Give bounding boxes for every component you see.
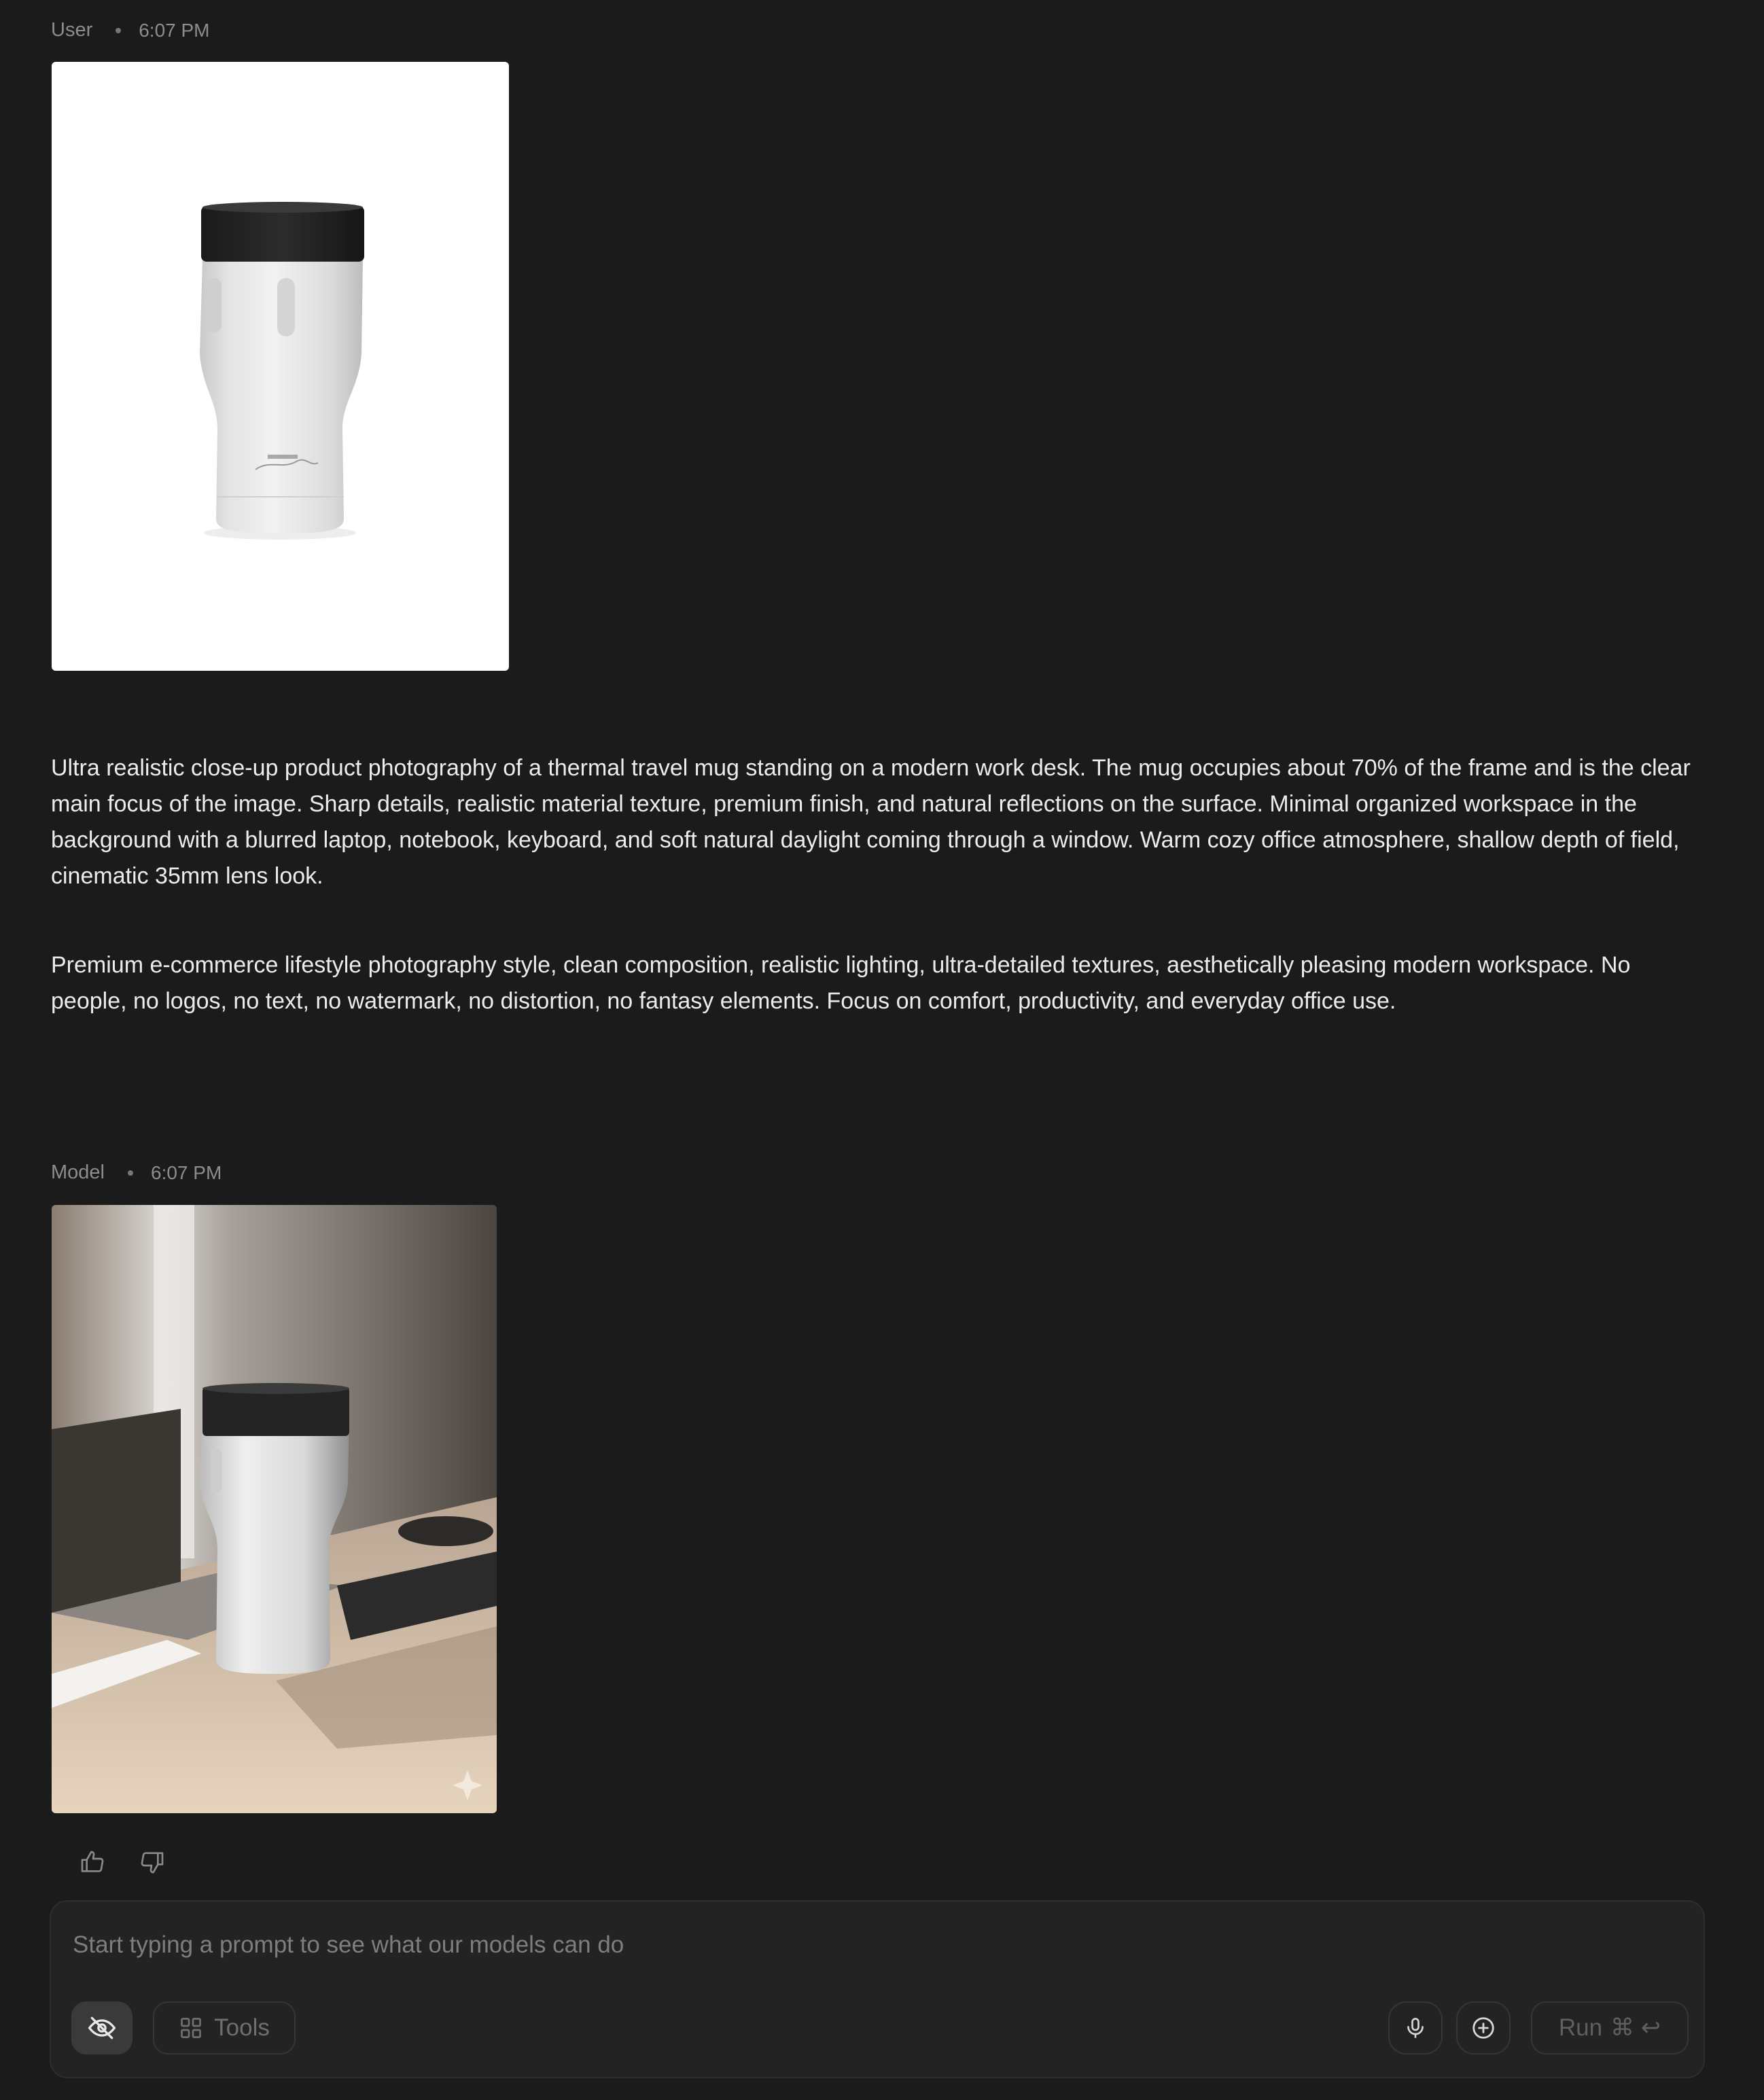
run-shortcut: ⌘ ↩ <box>1610 2014 1661 2041</box>
microphone-button[interactable] <box>1388 2001 1443 2054</box>
role-label: Model <box>51 1161 105 1183</box>
add-media-button[interactable] <box>1456 2001 1511 2054</box>
prompt-input[interactable] <box>71 1927 1637 1963</box>
tools-grid-icon <box>179 2016 203 2040</box>
timestamp: 6:07 PM <box>139 19 210 41</box>
user-prompt-paragraph-1: Ultra realistic close-up product photography of a thermal travel mug standing on a modern work desk. The mug occupies about 70% of the frame and is the clear main focus of the image. Sharp details, realistic material texture, premium finish, and natural reflections on the surface. Minimal organized workspace in the background with a blurred laptop, notebook, keyboard, and soft natural daylight coming through a window. Warm cozy office atmosphere, shallow depth of field, cinematic 35mm lens look. <box>51 755 1691 889</box>
user-turn-header <box>51 19 210 41</box>
mic-icon <box>1403 2016 1428 2040</box>
hide-toggle-button[interactable] <box>71 2001 133 2054</box>
model-generated-image[interactable] <box>52 1205 497 1813</box>
eye-off-icon <box>87 2013 117 2043</box>
user-uploaded-image[interactable] <box>52 62 509 671</box>
prompt-composer <box>50 1900 1705 2078</box>
add-circle-icon <box>1470 2015 1496 2041</box>
thumbs-down-icon <box>139 1849 166 1876</box>
thumbs-down-button[interactable] <box>136 1846 169 1878</box>
run-label: Run <box>1558 2014 1603 2041</box>
thumbs-up-button[interactable] <box>76 1846 109 1878</box>
timestamp: 6:07 PM <box>151 1161 222 1183</box>
mug-on-desk-photo <box>52 1205 497 1813</box>
tools-label: Tools <box>214 2014 270 2041</box>
role-label: User <box>51 19 93 41</box>
run-button[interactable] <box>1531 2001 1689 2054</box>
user-prompt-paragraph-2: Premium e-commerce lifestyle photography style, clean composition, realistic lighting, ultra-detailed textures, aesthetically pleasing modern workspace. No people, no logos, no text, no watermark, no distortion, no fantasy elements. Focus on comfort, productivity, and everyday office use. <box>51 952 1631 1014</box>
travel-mug-product-photo <box>52 62 509 671</box>
thumbs-up-icon <box>79 1849 106 1876</box>
model-turn-header <box>51 1161 222 1184</box>
tools-button[interactable] <box>153 2001 296 2054</box>
